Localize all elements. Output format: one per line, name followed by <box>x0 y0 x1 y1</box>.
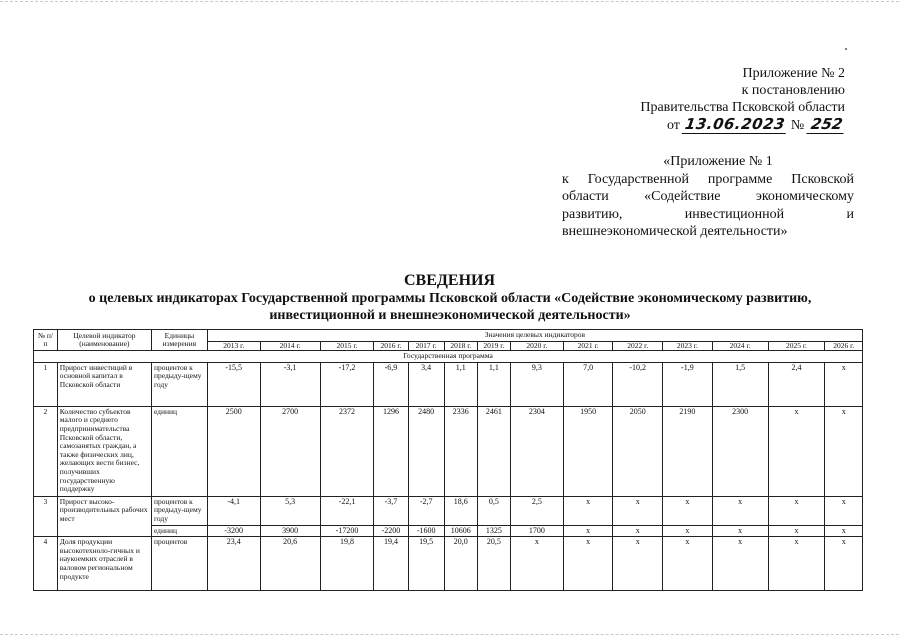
appendix1-line4: развитию, инвестиционной и <box>562 206 854 222</box>
value-cell: х <box>768 525 825 537</box>
value-cell: 1325 <box>477 525 510 537</box>
year-header: 2015 г. <box>320 341 374 351</box>
year-header: 2016 г. <box>374 341 408 351</box>
value-cell: 1,1 <box>477 362 510 406</box>
year-header: 2022 г. <box>613 341 663 351</box>
table-row <box>34 537 863 591</box>
year-header: 2023 г. <box>663 341 713 351</box>
value-cell: 3900 <box>260 525 320 537</box>
unit-cell: процентов к предыду-щему году <box>151 362 207 406</box>
indicators-table <box>33 329 863 591</box>
value-cell: 1296 <box>374 406 408 496</box>
value-cell: 2050 <box>613 406 663 496</box>
value-cell: 2304 <box>510 406 563 496</box>
value-cell: 2336 <box>444 406 477 496</box>
indicator-name: Прирост высоко-производительных рабочих мест <box>57 496 151 536</box>
value-cell: -4,1 <box>207 496 260 525</box>
value-cell: -10,2 <box>613 362 663 406</box>
value-cell: 9,3 <box>510 362 563 406</box>
subtitle-line1: о целевых индикаторах Государственной программы Псковской области «Содействие экономическому развитию, <box>88 291 812 306</box>
unit-cell: единиц <box>151 525 207 537</box>
col-indicator-header: Целевой индикатор (наименование) <box>57 330 151 351</box>
appendix1-line1: «Приложение № 1 <box>663 154 773 169</box>
value-cell: -22,1 <box>320 496 374 525</box>
year-header: 2013 г. <box>207 341 260 351</box>
value-cell: 0,5 <box>477 496 510 525</box>
value-cell: 2461 <box>477 406 510 496</box>
appendix1-line3: области «Содействие экономическому <box>562 189 854 204</box>
subtitle-line2: инвестиционной и внешнеэкономической деятельности» <box>269 308 631 323</box>
value-cell: 23,4 <box>207 537 260 591</box>
value-cell: 1950 <box>563 406 613 496</box>
row-number: 1 <box>34 362 58 406</box>
table-body <box>34 351 863 591</box>
value-cell: х <box>613 525 663 537</box>
value-cell: -3200 <box>207 525 260 537</box>
value-cell: 19,4 <box>374 537 408 591</box>
value-cell: -1,9 <box>663 362 713 406</box>
value-cell: 2190 <box>663 406 713 496</box>
appendix2-sign-row <box>600 116 845 135</box>
value-cell: 3,4 <box>408 362 444 406</box>
value-cell: х <box>768 537 825 591</box>
table-row <box>34 525 863 537</box>
col-values-header: Значения целевых индикаторов <box>207 330 862 342</box>
value-cell: -17,2 <box>320 362 374 406</box>
value-cell: 19,5 <box>408 537 444 591</box>
unit-cell: процентов <box>151 537 207 591</box>
table-row <box>34 362 863 406</box>
value-cell: 20,6 <box>260 537 320 591</box>
value-cell: 7,0 <box>563 362 613 406</box>
number-label: № <box>790 118 805 134</box>
value-cell: -17200 <box>320 525 374 537</box>
value-cell: х <box>712 525 768 537</box>
value-cell: х <box>663 525 713 537</box>
value-cell: -3,7 <box>374 496 408 525</box>
value-cell: х <box>825 537 863 591</box>
value-cell: х <box>768 406 825 496</box>
value-cell: 1,1 <box>444 362 477 406</box>
value-cell: х <box>563 537 613 591</box>
value-cell: 2500 <box>207 406 260 496</box>
value-cell: х <box>825 496 863 525</box>
row-number: 4 <box>34 537 58 591</box>
value-cell: 20,0 <box>444 537 477 591</box>
indicator-name: Прирост инвестиций в основной капитал в Псковской области <box>57 362 151 406</box>
col-no-header: № п/п <box>34 330 58 351</box>
appendix2-header <box>600 66 845 135</box>
value-cell: -1600 <box>408 525 444 537</box>
col-unit-header: Единицы измерения <box>151 330 207 351</box>
value-cell: х <box>663 496 713 525</box>
indicator-name: Доля продукции высокотехноло-гичных и наукоемких отраслей в валовом региональном продукте <box>57 537 151 591</box>
value-cell: 2700 <box>260 406 320 496</box>
year-header: 2025 г. <box>768 341 825 351</box>
scan-dot <box>845 48 847 50</box>
value-cell: -15,5 <box>207 362 260 406</box>
value-cell: 2480 <box>408 406 444 496</box>
value-cell: х <box>712 496 768 525</box>
indicator-name: Количество субъектов малого и среднего предпринимательства Псковской области, самозанятых граждан, а также физических лиц, желающих вести бизнес, получивших государственную поддержку <box>57 406 151 496</box>
value-cell: х <box>712 537 768 591</box>
value-cell: -3,1 <box>260 362 320 406</box>
year-header: 2026 г. <box>825 341 863 351</box>
value-cell: х <box>825 406 863 496</box>
scan-border-bottom <box>0 634 899 635</box>
value-cell: 2300 <box>712 406 768 496</box>
value-cell: х <box>663 537 713 591</box>
year-header: 2024 г. <box>712 341 768 351</box>
year-header: 2018 г. <box>444 341 477 351</box>
year-header: 2017 г. <box>408 341 444 351</box>
value-cell: х <box>825 362 863 406</box>
appendix1-line5: внешнеэкономической деятельности» <box>562 224 788 239</box>
table-row <box>34 496 863 525</box>
appendix2-line2: к постановлению <box>741 82 845 98</box>
header-row-1 <box>34 330 863 342</box>
value-cell: 1700 <box>510 525 563 537</box>
value-cell: -2,7 <box>408 496 444 525</box>
value-cell: х <box>768 496 825 525</box>
value-cell: х <box>613 496 663 525</box>
appendix1-header <box>562 153 854 241</box>
handwritten-number: 252 <box>806 116 846 134</box>
document-title: СВЕДЕНИЯ <box>403 272 496 289</box>
row-number: 3 <box>34 496 58 536</box>
unit-cell: единиц <box>151 406 207 496</box>
value-cell: 19,8 <box>320 537 374 591</box>
table-row <box>34 406 863 496</box>
value-cell: 5,3 <box>260 496 320 525</box>
row-number: 2 <box>34 406 58 496</box>
value-cell: х <box>825 525 863 537</box>
value-cell: 20,5 <box>477 537 510 591</box>
year-header: 2020 г. <box>510 341 563 351</box>
document-subtitle <box>30 290 870 324</box>
year-header: 2021 г. <box>563 341 613 351</box>
value-cell: -2200 <box>374 525 408 537</box>
year-header: 2014 г. <box>260 341 320 351</box>
value-cell: х <box>510 537 563 591</box>
value-cell: -6,9 <box>374 362 408 406</box>
value-cell: 1,5 <box>712 362 768 406</box>
from-label: от <box>666 118 680 134</box>
unit-cell: процентов к предыду-щему году <box>151 496 207 525</box>
value-cell: 2,4 <box>768 362 825 406</box>
appendix2-line3: Правительства Псковской области <box>640 99 845 115</box>
value-cell: 10606 <box>444 525 477 537</box>
year-header: 2019 г. <box>477 341 510 351</box>
value-cell: х <box>563 525 613 537</box>
value-cell: х <box>563 496 613 525</box>
value-cell: 18,6 <box>444 496 477 525</box>
scan-border-top <box>0 1 899 2</box>
section-row <box>34 351 863 363</box>
section-label: Государственная программа <box>34 351 863 363</box>
value-cell: 2,5 <box>510 496 563 525</box>
value-cell: х <box>613 537 663 591</box>
appendix1-line2: к Государственной программе Псковской <box>562 171 854 187</box>
handwritten-date: 13.06.2023 <box>682 116 788 134</box>
value-cell: 2372 <box>320 406 374 496</box>
appendix2-line1: Приложение № 2 <box>742 66 845 81</box>
